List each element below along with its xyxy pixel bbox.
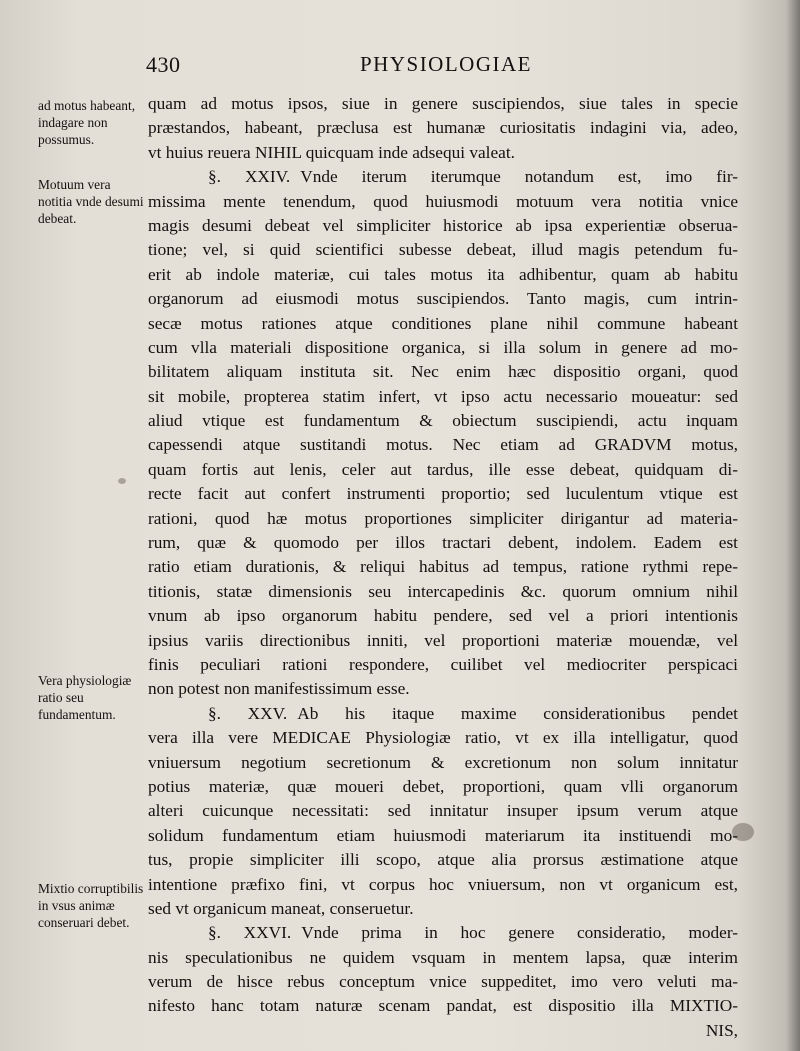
text-line: nifesto hanc totam naturæ scenam pandat, est dispositio illa MIXTIO-: [148, 996, 738, 1016]
catchword: NIS,: [705, 1020, 738, 1040]
section-number: §. XXV.: [208, 703, 288, 723]
text-line: verum de hisce rebus conceptum vnice suppeditet, imo vero veluti ma-: [148, 972, 738, 992]
text-line: §. XXV. Ab his itaque maxime considerationibus pendet: [208, 703, 738, 723]
text-line: bilitatem aliquam instituta sit. Nec enim hæc dispositio organi, quod: [148, 362, 738, 382]
text-line: solidum fundamentum etiam huiusmodi materiarum ita instituendi mo-: [148, 825, 738, 845]
text-line: sed vt organicum maneat, conseruetur.: [148, 898, 414, 918]
text-line: nis speculationibus ne quidem vsquam in mentem lapsa, quæ interim: [148, 947, 738, 967]
ink-speck: [118, 478, 126, 484]
text-line: rationi, quod hæ motus proportiones simpliciter dirigantur ad materia-: [148, 508, 738, 528]
text-line: recte facit aut confert instrumenti proportio; sed luculentum vtique est: [148, 484, 738, 504]
text-line: ratio etiam durationis, & reliqui habitus ad tempus, ratione rythmi repe-: [148, 557, 738, 577]
section-24: [148, 165, 738, 702]
text-line: finis peculiari rationi respondere, cuilibet vel mediocriter perspicaci: [148, 654, 738, 674]
page-header: [0, 52, 800, 80]
text-line: tione; vel, si quid scientifici subesse debeat, illud magis petendum fu-: [148, 240, 738, 260]
margin-note-3: Vera physiologiæ ratio seu fundamentum.: [38, 673, 132, 722]
text-line: §. XXIV. Vnde iterum iterumque notandum est, imo fir-: [208, 167, 738, 187]
margin-note-2: Motuum vera notitia vnde desumi debeat.: [38, 177, 144, 226]
text-line: §. XXVI. Vnde prima in hoc genere consideratio, moder-: [208, 923, 738, 943]
text-line: vniuersum negotium secretionum & excretionum non solum innitatur: [148, 752, 738, 772]
section-26: [148, 921, 738, 1043]
text-line: præstandos, habeant, præclusa est humanæ curiositatis indagini via, adeo,: [148, 118, 738, 138]
text-line: vera illa vere MEDICAE Physiologiæ ratio, vt ex illa intelligatur, quod: [148, 728, 738, 748]
text-line: magis desumi debeat vel simpliciter historice ab ipsa experientiæ obserua-: [148, 215, 738, 235]
text-line: aliud vtique est fundamentum & obiectum suscipiendi, actu inquam: [148, 411, 738, 431]
text-line: erit ab indole materiæ, cui tales motus ita adhibentur, quam ab habitu: [148, 264, 738, 284]
margin-note-1: ad motus habeant, indagare non possumus.: [38, 98, 136, 147]
text-line: titionis, statæ dimensionis seu intercapedinis &c. quorum omnium nihil: [148, 581, 738, 601]
margin-note-4: Mixtio corruptibilis in vsus animæ conseruari debet.: [38, 881, 144, 930]
paragraph-opening: [148, 92, 738, 165]
text-line: secæ motus rationes atque conditiones plane nihil commune habeant: [148, 313, 738, 333]
text-line: non potest non manifestissimum esse.: [148, 679, 410, 699]
running-head: PHYSIOLOGIAE: [360, 52, 532, 76]
text-line: alteri cuicunque necessitati: sed innitatur insuper ipsum verum atque: [148, 801, 738, 821]
text-line: intentione præfixo fini, vt corpus hoc vniuersum, non vt organicum est,: [148, 874, 738, 894]
text-line: tus, propie simpliciter illi scopo, atque alia prorsus æstimatione atque: [148, 850, 738, 870]
section-number: §. XXIV.: [208, 167, 291, 187]
main-text: [148, 92, 738, 1043]
text-line: quam fortis aut lenis, celer aut tardus, ille esse debeat, quidquam di-: [148, 459, 738, 479]
text-line: rum, quæ & quomodo per illos tractari debent, indolem. Eadem est: [148, 533, 738, 553]
page-number: 430: [146, 52, 181, 77]
section-25: [148, 702, 738, 922]
text-line: sit mobile, propterea statim infert, vt ipso actu necessario moueatur: sed: [148, 386, 738, 406]
text-line: missima mente tenendum, quod huiusmodi motuum vera notitia vnice: [148, 191, 738, 211]
text-line: vt huius reuera NIHIL quicquam inde adsequi valeat.: [148, 142, 515, 162]
section-number: §. XXVI.: [208, 923, 292, 943]
text-line: cum vlla materiali dispositione organica, si illa solum in genere ad mo-: [148, 337, 738, 357]
text-line: capessendi atque sustitandi motus. Nec etiam ad GRADVM motus,: [148, 435, 738, 455]
text-line: ipsius variis directionibus inniti, vel proportioni materiæ mouendæ, vel: [148, 630, 738, 650]
text-line: organorum ad eiusmodi motus suscipiendos. Tanto magis, cum intrin-: [148, 289, 738, 309]
text-line: quam ad motus ipsos, siue in genere suscipiendos, siue tales in specie: [148, 94, 738, 113]
text-line: vnum ab ipso organorum habitu pendere, sed vel a priori intentionis: [148, 606, 738, 626]
text-line: potius materiæ, quæ moueri debet, proportioni, quam vlli organorum: [148, 776, 738, 796]
page-edge-shadow: [786, 0, 800, 1051]
